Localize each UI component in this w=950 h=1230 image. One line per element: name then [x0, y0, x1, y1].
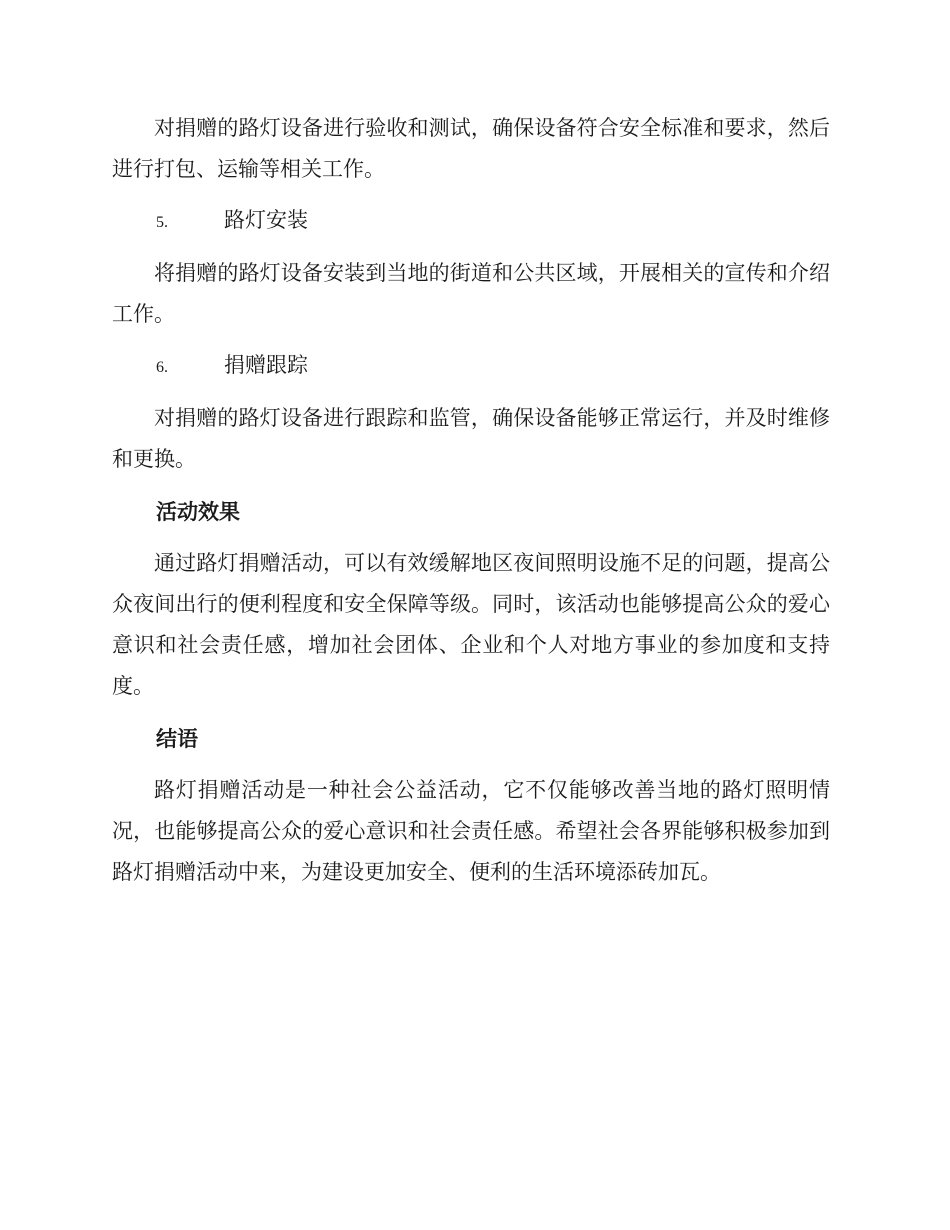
paragraph-inspection: 对捐赠的路灯设备进行验收和测试，确保设备符合安全标准和要求，然后进行打包、运输等相关工作。: [112, 116, 830, 181]
paragraph-install: 将捐赠的路灯设备安装到当地的街道和公共区域，开展相关的宣传和介绍工作。: [112, 261, 830, 326]
heading-effect: 活动效果: [156, 500, 240, 524]
paragraph-conclusion: 路灯捐赠活动是一种社会公益活动，它不仅能够改善当地的路灯照明情况，也能够提高公众的爱心意识和社会责任感。希望社会各界能够积极参加到路灯捐赠活动中来，为建设更加安全、便利的生活环境添砖加瓦。: [112, 778, 830, 884]
list-title-tracking: 捐赠跟踪: [224, 353, 308, 377]
document-body: [112, 108, 830, 893]
list-item-5: [112, 200, 830, 243]
list-number-5: 5.: [156, 214, 168, 231]
list-item-6: [112, 345, 830, 388]
heading-conclusion: 结语: [156, 727, 198, 751]
list-number-6: 6.: [156, 359, 168, 376]
list-title-install: 路灯安装: [224, 208, 308, 232]
paragraph-tracking: 对捐赠的路灯设备进行跟踪和监管，确保设备能够正常运行，并及时维修和更换。: [112, 406, 830, 471]
paragraph-effect: 通过路灯捐赠活动，可以有效缓解地区夜间照明设施不足的问题，提高公众夜间出行的便利程度和安全保障等级。同时，该活动也能够提高公众的爱心意识和社会责任感，增加社会团体、企业和个人对地方事业的参加度和支持度。: [112, 551, 830, 698]
